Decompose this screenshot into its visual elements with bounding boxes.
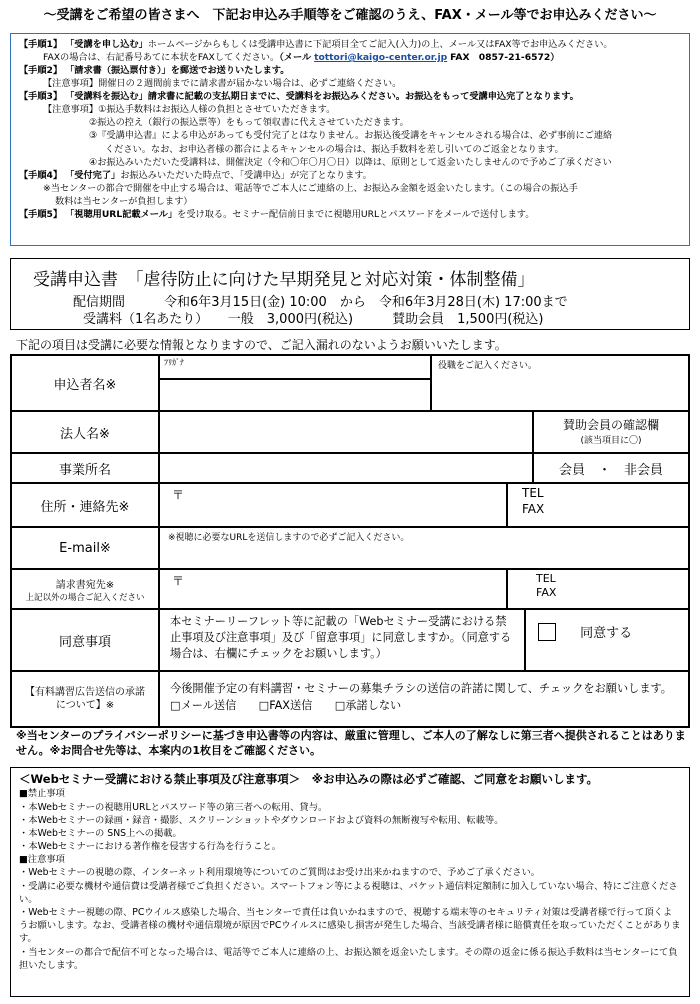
caution-line: ・本Webセミナーの視聴用URLとパスワード等の第三者への転用、貸与。 xyxy=(19,801,328,813)
step-5 xyxy=(19,208,681,221)
fax-label: FAX xyxy=(522,501,545,516)
member-check-cell xyxy=(533,411,689,453)
instruction-note: 下記の項目は受講に必要な情報となりますので、ご記入漏れのないようお願いいたします。 xyxy=(16,338,507,352)
contact-prefix: （メール xyxy=(279,52,312,64)
furigana-field[interactable] xyxy=(159,355,431,379)
caution-line: ■注意事項 xyxy=(19,854,65,866)
agree-checkbox[interactable] xyxy=(538,623,556,641)
page-header: ～受講をご希望の皆さまへ 下記お申込み手順等をご確認のうえ、FAX・メール等でお申込みください～ xyxy=(43,8,657,23)
corporation-field[interactable] xyxy=(159,411,533,453)
tel-label: TEL xyxy=(522,486,544,500)
step-3-note-3b: ください。なお、お申込者様の都合によるキャンセルの場合は、振込手数料を差し引いてのご返金となります。 xyxy=(105,143,564,155)
application-steps-box xyxy=(10,33,690,246)
billing-fax-label: FAX xyxy=(536,586,557,600)
step-4-note-b: 数料は当センターが負担します） xyxy=(55,195,193,207)
caution-line: ・本Webセミナーの SNS上への掲載。 xyxy=(19,827,182,839)
step-2-title: 「請求書（振込票付き）」 xyxy=(65,65,171,77)
step-4 xyxy=(19,169,681,182)
caution-line: ・当センターの都合で配信不可となった場合は、電話等でご本人に連絡の上、お振込額を返金いたします。その際の返金に係る振込手数料は当センターにて負担いたします。 xyxy=(19,946,678,971)
agree-option-label: 同意する xyxy=(580,626,633,641)
delivery-period: 配信期間 令和6年3月15日(金) 10:00 から 令和6年3月28日(木) 17:00まで xyxy=(73,295,568,310)
billing-contact-field[interactable] xyxy=(507,569,689,609)
step-3 xyxy=(19,90,681,103)
applicant-name-label: 申込者名※ xyxy=(11,355,159,411)
caution-line: ・Webセミナー視聴の際、PCウイルス感染した場合、当センターで責任は負いかねますので、視聴する端末等のセキュリティ対策は受講者様で行って頂くようお願いします。なお、受講者様の機材や通信環境が原因でPCウイルスに感染し損害が発生した場合、当該受講者様に賠償責任を取っていただくことがあります。 xyxy=(19,907,681,945)
postal-mark: 〒 xyxy=(172,488,185,502)
step-2 xyxy=(19,64,681,77)
step-1 xyxy=(19,38,681,51)
office-label: 事業所名 xyxy=(11,453,159,483)
billing-tel-label: TEL xyxy=(536,572,556,585)
step-4-label: 【手順4】 xyxy=(19,169,63,181)
billing-sub: 上記以外の場合ご記入ください xyxy=(25,593,145,603)
step-4-text: お振込みいただいた時点で、「受講申込」が完了となります。 xyxy=(120,169,372,181)
step-3-note-1: 【注意事項】①振込手数料はお振込人様の負担とさせていただきます。 xyxy=(43,104,336,116)
step-3-note-4: ④お振込みいただいた受講料は、開催決定（令和〇年〇月〇日）以降は、原則として返金いたしませんので予めご了承ください xyxy=(89,156,612,168)
position-label: 役職をご記入ください。 xyxy=(438,361,538,371)
step-3-text: 「受講料を振込む」請求書に記載の支払期日までに、受講料をお振込みください。お振込をもって受講申込完了となります。 xyxy=(65,91,579,103)
caution-line: ・受講に必要な機材や通信費は受講者様でご負担ください。スマートフォン等による視聴は、パケット通信料定額制に加入していない場合、特にご注意ください。 xyxy=(19,880,678,905)
corporation-label: 法人名※ xyxy=(11,411,159,453)
step-3-note-2: ②振込の控え（銀行の振込票等）をもって領収書に代えさせていただきます。 xyxy=(89,117,409,129)
member-options[interactable]: 会員 ・ 非会員 xyxy=(533,453,689,483)
office-field[interactable] xyxy=(159,453,533,483)
caution-heading: ＜Webセミナー受講における禁止事項及び注意事項＞ ※お申込みの際は必ずご確認、ご同意をお願いします。 xyxy=(19,772,599,786)
member-check-label: 賛助会員の確認欄 xyxy=(562,418,659,432)
step-5-label: 【手順5】 xyxy=(19,208,63,220)
billing-label-cell xyxy=(11,569,159,609)
caution-line: ・本Webセミナーにおける著作権を侵害する行為を行うこと。 xyxy=(19,841,281,853)
address-field[interactable] xyxy=(159,483,507,527)
fee-info: 受講料（1名あたり） 一般 3,000円(税込) 賛助会員 1,500円(税込) xyxy=(83,312,544,327)
caution-line: ■禁止事項 xyxy=(19,788,65,800)
form-title: 受講申込書 「虐待防止に向けた早期発見と対応対策・体制整備」 xyxy=(33,270,535,290)
email-label: E-mail※ xyxy=(11,527,159,569)
step-1-label: 【手順1】 xyxy=(19,39,63,50)
step-1-text: ホームページからもしくは受講申込書に下記項目全てご記入(入力)の上、メール又はFAX等でお申込みください。 xyxy=(147,39,613,50)
step-4-title: 「受付完了」 xyxy=(65,169,121,181)
step-3-label: 【手順3】 xyxy=(19,91,63,103)
contact-field[interactable] xyxy=(507,483,689,527)
email-field[interactable] xyxy=(159,527,689,569)
caution-line: ・本Webセミナーの録画・録音・撮影、スクリーンショットやダウンロードおよび資料の無断複写や転用、転載等。 xyxy=(19,814,504,826)
email-link[interactable]: tottori@kaigo-center.or.jp xyxy=(314,52,448,64)
billing-label: 請求書宛先※ xyxy=(55,580,115,591)
step-3-note-3: ③『受講申込書』による申込があっても受付完了とはなりません。お振込後受講をキャンセルされる場合は、必ず事前にご連絡 xyxy=(89,130,613,142)
position-field[interactable] xyxy=(431,355,689,411)
step-2-note: 【注意事項】開催日の２週間前までに請求書が届かない場合は、必ずご連絡ください。 xyxy=(43,78,402,90)
step-4-note: ※当センターの都合で開催を中止する場合は、電話等でご本人にご連絡の上、お振込み金額を返金いたします。（この場合の振込手 xyxy=(43,182,578,194)
agreement-label: 同意事項 xyxy=(11,609,159,671)
fax-number: FAX 0857-21-6572） xyxy=(450,52,560,64)
application-form xyxy=(10,354,690,728)
address-label: 住所・連絡先※ xyxy=(11,483,159,527)
application-title-box xyxy=(10,258,690,330)
step-2-text: を郵送でお送りいたします。 xyxy=(170,65,290,77)
step-1-title: 「受講を申し込む」 xyxy=(65,39,148,50)
privacy-note: ※当センターのプライバシーポリシーに基づき申込書等の内容は、厳重に管理し、ご本人の了解なしに第三者へ提供されることはありません。※お問合せ先等は、本案内の1枚目をご確認ください。 xyxy=(16,729,686,757)
step-1-fax-text: FAXの場合は、右記番号あてに本状をFAXしてください。 xyxy=(43,52,280,64)
step-2-label: 【手順2】 xyxy=(19,65,63,77)
member-check-sub: (該当項目に〇) xyxy=(580,436,642,446)
billing-address-field[interactable] xyxy=(159,569,507,609)
caution-line: ・Webセミナーの視聴の際、インターネット利用環境等についてのご質問はお受け出来かねますので、予めご了承ください。 xyxy=(19,867,541,879)
billing-postal-mark: 〒 xyxy=(172,574,185,588)
ad-consent-label: 【有料講習広告送信の承諾について】※ xyxy=(11,671,159,727)
email-note: ※視聴に必要なURLを送信しますので必ずご記入ください。 xyxy=(168,533,410,543)
agreement-text: 本セミナーリーフレット等に記載の「Webセミナー受講における禁止事項及び注意事項」及び「留意事項」に同意しますか。（同意する場合は、右欄にチェックをお願いします。） xyxy=(159,609,525,671)
caution-box xyxy=(10,767,690,997)
ad-consent-text[interactable]: 今後開催予定の有料講習・セミナーの募集チラシの送信の許諾に関して、チェックをお願いします。□メール送信 □FAX送信 □承諾しない xyxy=(159,671,689,727)
applicant-name-field[interactable] xyxy=(159,379,431,411)
step-5-title: 「視聴用URL記載メール」 xyxy=(65,208,178,220)
step-1-fax xyxy=(19,51,681,64)
furigana-label: ﾌﾘｶﾞﾅ xyxy=(164,358,184,367)
agreement-check-cell[interactable] xyxy=(525,609,689,671)
step-5-text: を受け取る。セミナー配信前日までに視聴用URLとパスワードをメールで送付します。 xyxy=(177,208,535,220)
